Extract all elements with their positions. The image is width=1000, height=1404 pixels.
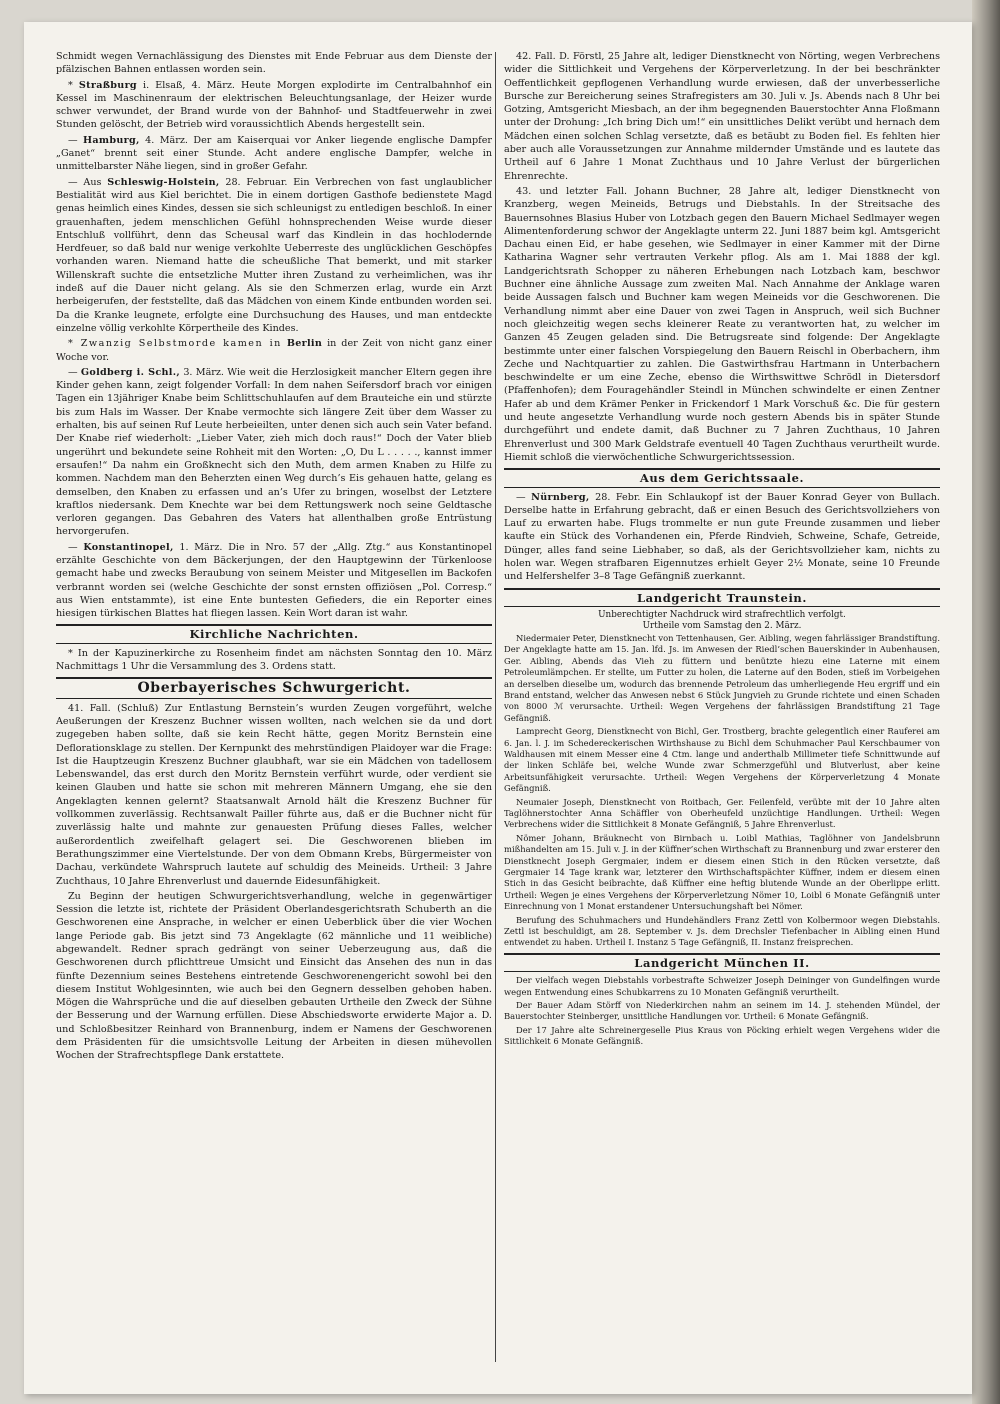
article-konstantinopel-text: 1. März. Die in Nro. 57 der „Allg. Ztg.“ aus Konstantinopel erzählte Geschichte von dem Bäckerjungen, der den Hauptgewinn der Türkenloose gemacht habe und zwecks Beraubung von seinem Meister und Mitgesellen im Backofen verbrannt worden sei (welche Geschichte der sonst ernsten offiziösen „Pol. Corresp.“ aus Wien entstammte), ist eine Ente buntesten Gefieders, die ein Reporter eines hiesigen türkischen Blattes hat fliegen lassen. Kein Wort daran ist wahr. — [56, 541, 492, 620]
place-konstantinopel: Konstantinopel, — [83, 541, 174, 553]
article-selbstmorde — [56, 337, 492, 364]
verdict-deininger: Der vielfach wegen Diebstahls vorbestrafte Schweizer Joseph Deininger von Gundelfingen wurde wegen Entwendung eines Schubkarrens zu 10 Monaten Gefängniß verurtheilt. — [504, 975, 940, 997]
section-heading-schwurgericht: Oberbayerisches Schwurgericht. — [56, 677, 492, 698]
section-heading-kirchliche: Kirchliche Nachrichten. — [56, 624, 492, 643]
place-berlin: Berlin — [286, 338, 323, 350]
selbstmorde-pre: * Zwanzig Selbstmorde kamen in — [68, 338, 282, 350]
place-strassburg: Straßburg — [78, 79, 137, 91]
verdict-neumaier: Neumaier Joseph, Dienstknecht von Roitbach, Ger. Feilenfeld, verübte mit der 10 Jahre alten Taglöhnerstochter Anna Schäffler von Oberheufeld unzüchtige Handlungen. Urtheil: Wegen Verbrechens wider die Sittlichkeit 8 Monate Gefängniß, 5 Jahre Ehrenverlust. — [504, 796, 940, 830]
place-nuernberg: Nürnberg, — [531, 491, 590, 503]
article-konstantinopel: — Konstantinopel, 1. März. Die in Nro. 57 der „Allg. Ztg.“ aus Konstantinopel erzählte Geschichte von dem Bäckerjungen, der den Hauptgewinn der Türkenloose gemacht habe und zwecks Beraubung von seinem Meister und Mitgesellen im Backofen verbrannt worden sei (welche Geschichte der sonst ernsten offiziösen „Pol. Corresp.“ aus Wien entstammte), ist eine Ente buntesten Gefieders, die ein Reporter eines hiesigen türkischen Blattes hat fliegen lassen. Kein Wort daran ist wahr. — [56, 541, 492, 620]
selbstmorde-post: in der Zeit von nicht ganz einer Woche vor. — [56, 338, 492, 363]
article-hamburg: — Hamburg, 4. März. Der am Kaiserquai vor Anker liegende englische Dampfer „Ganet“ brennt seit einer Stunde. Acht andere englische Dampfer, welche in unmittelbarster Nähe liegen, sind in großer Gefahr. — [56, 134, 492, 173]
section-heading-muenchen: Landgericht München II. — [504, 953, 940, 972]
article-schmidt: Schmidt wegen Vernachlässigung des Dienstes mit Ende Februar aus dem Dienste der pfälzischen Bahnen entlassen worden sein. — [56, 51, 492, 76]
article-strassburg-text: i. Elsaß, 4. März. Heute Morgen explodirte im Centralbahnhof ein Kessel im Maschinenraum der elektrischen Beleuchtungsanlage, der Heizer wurde schwer verwundet, der Brand wurde von der Bahnhof- und Stadtfeuerwehr in zwei Stunden gelöscht, der Betrieb wird voraussichtlich Abends hergestellt sein. — [56, 79, 492, 131]
section-heading-gerichtssaale: Aus dem Gerichtssaale. — [504, 468, 940, 487]
article-strassburg: * Straßburg i. Elsaß, 4. März. Heute Morgen explodirte im Centralbahnhof ein Kessel im Maschinenraum der elektrischen Beleuchtungsanlage, der Heizer wurde schwer verwundet, der Brand wurde von der Bahnhof- und Stadtfeuerwehr in zwei Stunden gelöscht, der Betrieb wird voraussichtlich Abends hergestellt sein. — [56, 79, 492, 131]
article-fall-41: 41. Fall. (Schluß) Zur Entlastung Bernstein’s wurden Zeugen vorgeführt, welche Aeußerungen der Kreszenz Buchner wissen wollten, nach welchen sie da und dort zugegeben haben sollte, daß sie kein Recht hätte, gegen Moritz Bernstein eine Deflorationsklage zu stellen. Der Kernpunkt des mehrstündigen Plaidoyer war die Frage: Ist die Hauptzeugin Kreszenz Buchner glaubhaft, war sie ein Mädchen von tadellosem Lebenswandel, das erst durch den Moritz Bernstein verführt wurde, oder verdient sie keinen Glauben und hatte sie schon mit mehreren Männern Umgang, ehe sie den Angeklagten kennen gelernt? Staatsanwalt Arnold hält die Kreszenz Buchner für vollkommen zuverlässig. Rechtsanwalt Pailler führte aus, daß er die Buchner nicht für zuverlässig halte und mahnte zur genauesten Prüfung dieses Falles, welcher außerordentlich zweifelhaft gelagert sei. Die Geschworenen blieben im Berathungszimmer eine Viertelstunde. Der von dem Obmann Krebs, Bürgermeister von Dachau, verkündete Wahrspruch lautete auf schuldig des Meineids. Urtheil: 3 Jahre Zuchthaus, 10 Jahre Ehrenverlust und dauernde Eidesunfähigkeit. — [56, 702, 492, 887]
newspaper-page — [24, 22, 972, 1394]
place-schleswig: Schleswig-Holstein, — [107, 176, 220, 188]
article-kirchliche: * In der Kapuzinerkirche zu Rosenheim findet am nächsten Sonntag den 10. März Nachmittags 1 Uhr die Versammlung des 3. Ordens statt. — [56, 647, 492, 673]
left-column — [56, 50, 492, 1380]
traunstein-date: Urtheile vom Samstag den 2. März. — [642, 621, 802, 632]
article-goldberg-text: 3. März. Wie weit die Herzlosigkeit mancher Eltern gegen ihre Kinder gehen kann, zeigt folgender Vorfall: In dem nahen Seifersdorf brach vor einigen Tagen ein 13jähriger Knabe beim Schlittschuhlaufen auf dem Brauteiche ein und stürzte bis zum Hals im Wasser. Der Knabe vermochte sich längere Zeit über dem Wasser zu erhalten, bis auf seinen Ruf Leute herbeieilten, unter denen sich auch sein Vater befand. Der Knabe rief wiederholt: „Lieber Vater, zieh mich doch raus!“ Doch der Vater blieb ungerührt und bekundete seine Rohheit mit den Worten: „O, Du L . . . . ., kannst immer ersaufen!“ Da nahm ein Großknecht sich den Muth, dem armen Knaben zu Hilfe zu kommen. Nachdem man den Beherzten einen Weg durch’s Eis gehauen hatte, gelang es demselben, den Knaben zu erfassen und an’s Ufer zu bringen, woselbst der Letztere kraftlos niedersank. Dem Knechte war bei dem Rettungswerk noch seine Geldtasche verloren gegangen. Das Gebahren des Vaters hat allenthalben große Entrüstung hervorgerufen. — [56, 366, 492, 538]
verdict-niedermaier: Niedermaier Peter, Dienstknecht von Tettenhausen, Ger. Aibling, wegen fahrlässiger Brandstiftung. Der Angeklagte hatte am 15. Jan. lfd. Js. im Anwesen der Riedl’schen Bauerskinder in Aubenhausen, Ger. Aibling, Abends das Vieh zu füttern und benützte hiezu eine Laterne mit einem Petroleumlämpchen. Er stellte, um Futter zu holen, die Laterne auf den Boden, stieß im Vorbeigehen an derselben dieselbe um, wodurch das brennende Petroleum das umherliegende Heu ergriff und ein Brand entstand, welcher das Anwesen nebst 6 Stück Jungvieh zu Grunde richtete und einen Schaden von 8000 ℳ verursachte. Urtheil: Wegen Vergehens der fahrlässigen Brandstiftung 21 Tage Gefängniß. — [504, 632, 940, 723]
article-schleswig-text: 28. Februar. Ein Verbrechen von fast unglaublicher Bestialität wird aus Kiel berichtet. Die in einem dortigen Gasthofe bedienstete Magd genas heimlich eines Kindes, dessen sie sich schleunigst zu entledigen beschloß. In einer grauenhaften, jedem menschlichen Gefühl hohnsprechenden Weise wurde dieser Entschluß vollführt, denn das Scheusal warf das Kindlein in das hochlodernde Herdfeuer, so daß bald nur wenige verkohlte Ueberreste des unglücklichen Geschöpfes vorhanden waren. Niemand hatte die scheußliche That bemerkt, und mit starker Willenskraft suchte die entsetzliche Mutter ihren Zustand zu verheimlichen, was ihr indeß auf die Dauer nicht gelang. Als sie den Schmerzen erlag, wurde ein Arzt herbeigerufen, der feststellte, daß das Mädchen von einem Kinde entbunden worden sei. Da die Kranke leugnete, erfolgte eine Durchsuchung des Hauses, und man entdeckte einzelne völlig verkohlte Körpertheile des Kindes. — [56, 176, 492, 334]
article-hamburg-text: 4. März. Der am Kaiserquai vor Anker liegende englische Dampfer „Ganet“ brennt seit einer Stunde. Acht andere englische Dampfer, welche in unmittelbarster Nähe liegen, sind in großer Gefahr. — [56, 134, 492, 173]
article-fall-43: 43. und letzter Fall. Johann Buchner, 28 Jahre alt, lediger Dienstknecht von Kranzberg, wegen Meineids, Betrugs und Diebstahls. In der Streitsache des Bauernsohnes Blasius Huber von Lotzbach gegen den Bauern Michael Sedlmayer wegen Alimentenforderung schwor der Angeklagte unterm 22. Juni 1887 beim kgl. Amtsgericht Dachau einen Eid, er habe gesehen, wie Sedlmayer in einer Kammer mit der Dirne Katharina Wagner sehr vertrauten Verkehr pflog. Als am 1. Mai 1888 der kgl. Landgerichtsrath Schopper zu näheren Erhebungen nach Lotzbach kam, beschwor Buchner eine ähnliche Aussage zum zweiten Mal. Nach Annahme der Anklage waren beide Aussagen falsch und Buchner kam wegen Meineids vor die Geschworenen. Die Verhandlung nimmt aber eine Dauer von zwei Tagen in Anspruch, weil sich Buchner noch gleichzeitig wegen sechs kleinerer Reate zu verantworten hat, zu welcher im Ganzen 45 Zeugen geladen sind. Die Betrugsreate sind folgende: Der Angeklagte bestimmte unter einer falschen Vorspiegelung den Bauern Reischl in Oberbachern, ihm Zeche und Nachtquartier zu zahlen. Die Gastwirthsfrau Hartmann in Unterbachern beschwindelte er um eine Zeche, ebenso die Wirthswittwe Schrödl in Dietersdorf (Pfaffenhofen); dem Fouragehändler Steindl in München schwindelte er einen Zentner Hafer ab und dem Krämer Penker in Frickendorf 1 Mark Vorschuß &c. Die für gestern und heute angesetzte Verhandlung wurde noch gestern Abends bis in später Stunde durchgeführt und endete damit, daß Buchner zu 7 Jahren Zuchthaus, 10 Jahren Ehrenverlust und 300 Mark Geldstrafe eventuell 40 Tagen Zuchthaus verurtheilt wurde. Hiemit schloß die vierwöchentliche Schwurgerichtssession. — [504, 185, 940, 463]
article-schwurgericht-schluss: Zu Beginn der heutigen Schwurgerichtsverhandlung, welche in gegenwärtiger Session die letzte ist, richtete der Präsident Oberlandesgerichtsrath Schuberth an die Geschworenen eine Ansprache, in welcher er einen Ueberblick über die vier Wochen lange Periode gab. Bis jetzt sind 73 Angeklagte (62 männliche und 11 weibliche) abgewandelt. Redner sprach gedrängt von seiner Ueberzeugung aus, daß die Geschworenen durch pflichttreue Umsicht und Einsicht das Ansehen des nun in das fünfte Dezennium seines Bestehens eintretende Geschworenengericht sowohl bei den diesem Institut Wohlgesinnten, wie auch bei den Gegnern desselben gehoben haben. Mögen die Wahrsprüche und die auf dieselben gebauten Urtheile den Zweck der Sühne der Besserung und der Warnung erfüllen. Diese Abschiedsworte erwiderte Major a. D. und Schloßbesitzer Reinhard von Brannenburg, indem er Namens der Geschworenen dem Präsidenten für die umsichtsvolle Leitung der Arbeiten in diesen mühevollen Wochen der Strafrechtspflege Dank erstattete. — [56, 890, 492, 1062]
book-spine — [972, 0, 1000, 1404]
verdict-noemer: Nömer Johann, Bräuknecht von Birnbach u. Loibl Mathias, Taglöhner von Jandelsbrunn mißhandelten am 15. Juli v. J. in der Küffner’schen Wirthschaft zu Brannenburg und zwar ersterer den Dienstknecht Joseph Gergmaier, indem er diesem einen Stich in den Rücken versetzte, daß Gergmaier 14 Tage krank war, letzterer den Wirthschaftspächter Küffner, indem er diesem einen Stich in das Gesicht beibrachte, daß Küffner eine heftig blutende Wunde an der Oberlippe erlitt. Urtheil: Wegen je eines Vergehens der Körperverletzung Nömer 10, Loibl 6 Monate Gefängniß unter Einrechnung von 1 Monat erstandener Untersuchungshaft bei Nömer. — [504, 832, 940, 912]
article-nuernberg: — Nürnberg, 28. Febr. Ein Schlaukopf ist der Bauer Konrad Geyer von Bullach. Derselbe hatte in Erfahrung gebracht, daß er einen Besuch des Gerichtsvollziehers von Lauf zu erwarten habe. Flugs trommelte er nun gute Freunde zusammen und lieber kaufte ein Stück des Vorhandenen ein, Pferde Rindvieh, Schweine, Schafe, Getreide, Dünger, alles fand seine Liebhaber, so daß, als der Gerichtsvollzieher kam, nichts zu holen war. Wegen strafbaren Eigennutzes erhielt Geyer 2½ Monate, seine 10 Freunde und Helfershelfer 3–8 Tage Gefängniß zuerkannt. — [504, 491, 940, 583]
traunstein-notice: Unberechtigter Nachdruck wird strafrechtlich verfolgt. — [598, 609, 846, 620]
traunstein-verdicts — [504, 633, 940, 949]
article-schleswig: — Aus Schleswig-Holstein, 28. Februar. Ein Verbrechen von fast unglaublicher Bestialität wird aus Kiel berichtet. Die in einem dortigen Gasthofe bedienstete Magd genas heimlich eines Kindes, dessen sie sich schleunigst zu entledigen beschloß. In einer grauenhaften, jedem menschlichen Gefühl hohnsprechenden Weise wurde dieser Entschluß vollführt, denn das Scheusal warf das Kindlein in das hochlodernde Herdfeuer, so daß bald nur wenige verkohlte Ueberreste des unglücklichen Geschöpfes vorhanden waren. Niemand hatte die scheußliche That bemerkt, und mit starker Willenskraft suchte die entsetzliche Mutter ihren Zustand zu verheimlichen, was ihr indeß auf die Dauer nicht gelang. Als sie den Schmerzen erlag, wurde ein Arzt herbeigerufen, der feststellte, daß das Mädchen von einem Kinde entbunden worden sei. Da die Kranke leugnete, erfolgte eine Durchsuchung des Hauses, und man entdeckte einzelne völlig verkohlte Körpertheile des Kindes. — [56, 176, 492, 334]
section-heading-traunstein: Landgericht Traunstein. — [504, 588, 940, 607]
column-divider — [495, 52, 496, 1362]
place-hamburg: Hamburg, — [83, 134, 140, 146]
verdict-zettl: Berufung des Schuhmachers und Hundehändlers Franz Zettl von Kolbermoor wegen Diebstahls. Zettl ist beschuldigt, am 28. September v. Js. dem Drechsler Tiefenbacher in Aibling einen Hund entwendet zu haben. Urtheil I. Instanz 5 Tage Gefängniß, II. Instanz freisprechen. — [504, 914, 940, 948]
article-fall-42: 42. Fall. D. Förstl, 25 Jahre alt, lediger Dienstknecht von Nörting, wegen Verbrechens wider die Sittlichkeit und Vergehens der Körperverletzung. In der bei beschränkter Oeffentlichkeit gepflogenen Verhandlung wurde erwiesen, daß der unverbesserliche Bursche zur Bereicherung seines Strafregisters am 30. Juli v. Js. Abends nach 8 Uhr bei Gotzing, Amtsgericht Miesbach, an der ihm begegnenden Bauerstochter Anna Floßmann unter der Drohung: „Ich bring Dich um!“ ein unsittliches Delikt verübt und hernach dem Mädchen einen solchen Schlag versetzte, daß es betäubt zu Boden fiel. Es fehlten hier aber auch alle Voraussetzungen zur Annahme mildernder Umstände und es lautete das Urtheil auf 6 Jahre 1 Monat Zuchthaus und 10 Jahre Verlust der bürgerlichen Ehrenrechte. — [504, 51, 940, 182]
verdict-stoerff: Der Bauer Adam Störff von Niederkirchen nahm an seinem im 14. J. stehenden Mündel, der Bauerstochter Steinberger, unsittliche Handlungen vor. Urtheil: 6 Monate Gefängniß. — [504, 999, 940, 1022]
verdict-lamprecht: Lamprecht Georg, Dienstknecht von Bichl, Ger. Trostberg, brachte gelegentlich einer Rauferei am 6. Jan. l. J. im Schedereckerischen Wirthshause zu Bichl dem Schuhmacher Paul Kerschbaumer von Waldhausen mit einem Messer eine 4 Ctm. lange und anderthalb Millimeter tiefe Schnittwunde auf der linken Schläfe bei, welche Wunde zwar Schmerzgefühl und Blutverlust, aber keine Arbeitsunfähigkeit verursachte. Urtheil: Wegen Vergehens der Körperverletzung 4 Monate Gefängniß. — [504, 726, 940, 794]
right-column — [504, 50, 940, 1380]
verdict-kraus: Der 17 Jahre alte Schreinergeselle Pius Kraus von Pöcking erhielt wegen Vergehens wider die Sittlichkeit 6 Monate Gefängniß. — [504, 1024, 940, 1047]
article-goldberg: — Goldberg i. Schl., 3. März. Wie weit die Herzlosigkeit mancher Eltern gegen ihre Kinder gehen kann, zeigt folgender Vorfall: In dem nahen Seifersdorf brach vor einigen Tagen ein 13jähriger Knabe beim Schlittschuhlaufen auf dem Brauteiche ein und stürzte bis zum Hals im Wasser. Der Knabe vermochte sich längere Zeit über dem Wasser zu erhalten, bis auf seinen Ruf Leute herbeieilten, unter denen sich auch sein Vater befand. Der Knabe rief wiederholt: „Lieber Vater, zieh mich doch raus!“ Doch der Vater blieb ungerührt und bekundete seine Rohheit mit den Worten: „O, Du L . . . . ., kannst immer ersaufen!“ Da nahm ein Großknecht sich den Muth, dem armen Knaben zu Hilfe zu kommen. Nachdem man den Beherzten einen Weg durch’s Eis gehauen hatte, gelang es demselben, den Knaben zu erfassen und an’s Ufer zu bringen, woselbst der Letztere kraftlos niedersank. Dem Knechte war bei dem Rettungswerk noch seine Geldtasche verloren gegangen. Das Gebahren des Vaters hat allenthalben große Entrüstung hervorgerufen. — [56, 366, 492, 538]
place-goldberg: Goldberg i. Schl., — [80, 366, 181, 378]
muenchen-verdicts — [504, 975, 940, 1047]
article-nuernberg-text: 28. Febr. Ein Schlaukopf ist der Bauer Konrad Geyer von Bullach. Derselbe hatte in Erfahrung gebracht, daß er einen Besuch des Gerichtsvollziehers von Lauf zu erwarten habe. Flugs trommelte er nun gute Freunde zusammen und lieber kaufte ein Stück des Vorhandenen ein, Pferde Rindvieh, Schweine, Schafe, Getreide, Dünger, alles fand seine Liebhaber, so daß, als der Gerichtsvollzieher kam, nichts zu holen war. Wegen strafbaren Eigennutzes erhielt Geyer 2½ Monate, seine 10 Freunde und Helfershelfer 3–8 Tage Gefängniß zuerkannt. — [504, 491, 940, 583]
